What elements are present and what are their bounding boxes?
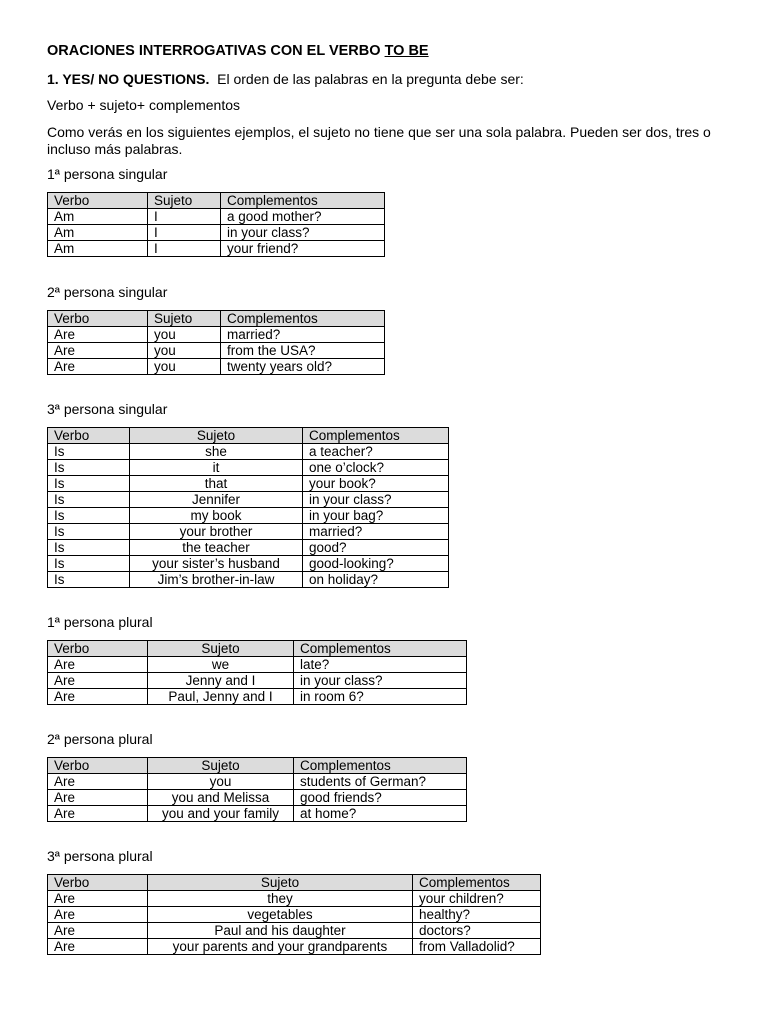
header-complementos: Complementos [303,428,449,444]
table-row [48,359,385,375]
cell-complementos: your friend? [221,241,385,257]
cell-verbo: Is [48,460,130,476]
cell-complementos: healthy? [413,907,541,923]
table-row [48,225,385,241]
table-row [48,689,467,705]
table-header-row [48,875,541,891]
cell-sujeto: they [148,891,413,907]
cell-verbo: Is [48,556,130,572]
cell-verbo: Are [48,657,148,673]
cell-verbo: Are [48,891,148,907]
examples-table [47,192,385,257]
cell-complementos: from the USA? [221,343,385,359]
table-row [48,508,449,524]
cell-sujeto: I [148,241,221,257]
cell-complementos: one o’clock? [303,460,449,476]
cell-sujeto: you and your family [148,806,294,822]
examples-table [47,874,541,955]
section-label: 1ª persona singular [47,166,168,182]
cell-complementos: good friends? [294,790,467,806]
cell-complementos: your children? [413,891,541,907]
cell-verbo: Are [48,790,148,806]
table-row [48,790,467,806]
question-type-heading: 1. YES/ NO QUESTIONS. [47,71,210,87]
header-sujeto: Sujeto [148,193,221,209]
header-complementos: Complementos [413,875,541,891]
cell-sujeto: Paul and his daughter [148,923,413,939]
table-row [48,540,449,556]
cell-complementos: students of German? [294,774,467,790]
section-3a-plural [47,848,541,955]
cell-complementos: doctors? [413,923,541,939]
header-verbo: Verbo [48,758,148,774]
table-row [48,572,449,588]
cell-complementos: a good mother? [221,209,385,225]
examples-table [47,640,467,705]
cell-verbo: Am [48,225,148,241]
cell-verbo: Is [48,444,130,460]
cell-sujeto: your sister’s husband [130,556,303,572]
header-sujeto: Sujeto [130,428,303,444]
section-2a-singular [47,284,385,375]
cell-sujeto: I [148,225,221,241]
cell-complementos: in your class? [303,492,449,508]
cell-sujeto: she [130,444,303,460]
document-title [47,43,429,59]
section-1a-singular [47,166,385,257]
section-label: 3ª persona plural [47,848,153,864]
section-label: 2ª persona singular [47,284,168,300]
table-row [48,657,467,673]
header-sujeto: Sujeto [148,641,294,657]
cell-complementos: in room 6? [294,689,467,705]
header-complementos: Complementos [294,641,467,657]
cell-sujeto: it [130,460,303,476]
header-verbo: Verbo [48,428,130,444]
cell-verbo: Is [48,476,130,492]
header-sujeto: Sujeto [148,311,221,327]
examples-table [47,427,449,588]
cell-complementos: good? [303,540,449,556]
word-order-formula: Verbo + sujeto+ complementos [47,97,241,113]
cell-sujeto: my book [130,508,303,524]
cell-complementos: your book? [303,476,449,492]
cell-complementos: a teacher? [303,444,449,460]
header-complementos: Complementos [221,311,385,327]
header-verbo: Verbo [48,193,148,209]
cell-verbo: Are [48,907,148,923]
header-complementos: Complementos [294,758,467,774]
table-row [48,556,449,572]
cell-sujeto: you and Melissa [148,790,294,806]
cell-complementos: late? [294,657,467,673]
table-row [48,460,449,476]
table-row [48,343,385,359]
cell-verbo: Are [48,774,148,790]
table-row [48,923,541,939]
table-row [48,476,449,492]
cell-sujeto: Jenny and I [148,673,294,689]
cell-verbo: Is [48,492,130,508]
question-type-line [47,71,524,87]
table-row [48,327,385,343]
cell-complementos: good-looking? [303,556,449,572]
table-header-row [48,311,385,327]
cell-verbo: Is [48,540,130,556]
cell-verbo: Are [48,673,148,689]
cell-complementos: at home? [294,806,467,822]
table-row [48,209,385,225]
table-row [48,939,541,955]
table-row [48,891,541,907]
cell-verbo: Are [48,939,148,955]
cell-sujeto: Jim’s brother-in-law [130,572,303,588]
question-type-text: El orden de las palabras en la pregunta debe ser: [217,71,524,87]
table-row [48,492,449,508]
title-underlined: TO BE [384,43,429,59]
cell-verbo: Is [48,508,130,524]
header-sujeto: Sujeto [148,758,294,774]
cell-sujeto: your brother [130,524,303,540]
cell-sujeto: your parents and your grandparents [148,939,413,955]
cell-sujeto: we [148,657,294,673]
cell-verbo: Are [48,689,148,705]
cell-complementos: in your class? [294,673,467,689]
cell-complementos: twenty years old? [221,359,385,375]
cell-verbo: Is [48,572,130,588]
table-row [48,524,449,540]
cell-sujeto: the teacher [130,540,303,556]
cell-sujeto: Paul, Jenny and I [148,689,294,705]
examples-table [47,310,385,375]
header-verbo: Verbo [48,875,148,891]
table-row [48,444,449,460]
cell-sujeto: I [148,209,221,225]
cell-verbo: Am [48,209,148,225]
cell-verbo: Am [48,241,148,257]
cell-sujeto: that [130,476,303,492]
table-row [48,806,467,822]
intro-paragraph: Como verás en los siguientes ejemplos, el sujeto no tiene que ser una sola palabra. Pueden ser dos, tres o incluso más palabras. [47,124,711,157]
cell-complementos: in your class? [221,225,385,241]
header-complementos: Complementos [221,193,385,209]
cell-complementos: married? [221,327,385,343]
cell-sujeto: Jennifer [130,492,303,508]
cell-verbo: Is [48,524,130,540]
cell-sujeto: you [148,343,221,359]
table-header-row [48,641,467,657]
table-header-row [48,193,385,209]
section-2a-plural [47,731,467,822]
cell-sujeto: you [148,359,221,375]
section-label: 3ª persona singular [47,401,168,417]
table-row [48,673,467,689]
table-row [48,907,541,923]
title-prefix: ORACIONES INTERROGATIVAS CON EL VERBO [47,43,385,59]
cell-verbo: Are [48,923,148,939]
section-label: 1ª persona plural [47,614,153,630]
cell-sujeto: you [148,327,221,343]
header-verbo: Verbo [48,311,148,327]
cell-verbo: Are [48,806,148,822]
cell-verbo: Are [48,327,148,343]
cell-complementos: married? [303,524,449,540]
cell-sujeto: vegetables [148,907,413,923]
section-label: 2ª persona plural [47,731,153,747]
table-header-row [48,758,467,774]
cell-verbo: Are [48,359,148,375]
section-3a-singular [47,401,449,588]
table-row [48,774,467,790]
cell-complementos: from Valladolid? [413,939,541,955]
table-header-row [48,428,449,444]
cell-verbo: Are [48,343,148,359]
examples-table [47,757,467,822]
cell-sujeto: you [148,774,294,790]
section-1a-plural [47,614,467,705]
cell-complementos: on holiday? [303,572,449,588]
cell-complementos: in your bag? [303,508,449,524]
table-row [48,241,385,257]
header-sujeto: Sujeto [148,875,413,891]
header-verbo: Verbo [48,641,148,657]
